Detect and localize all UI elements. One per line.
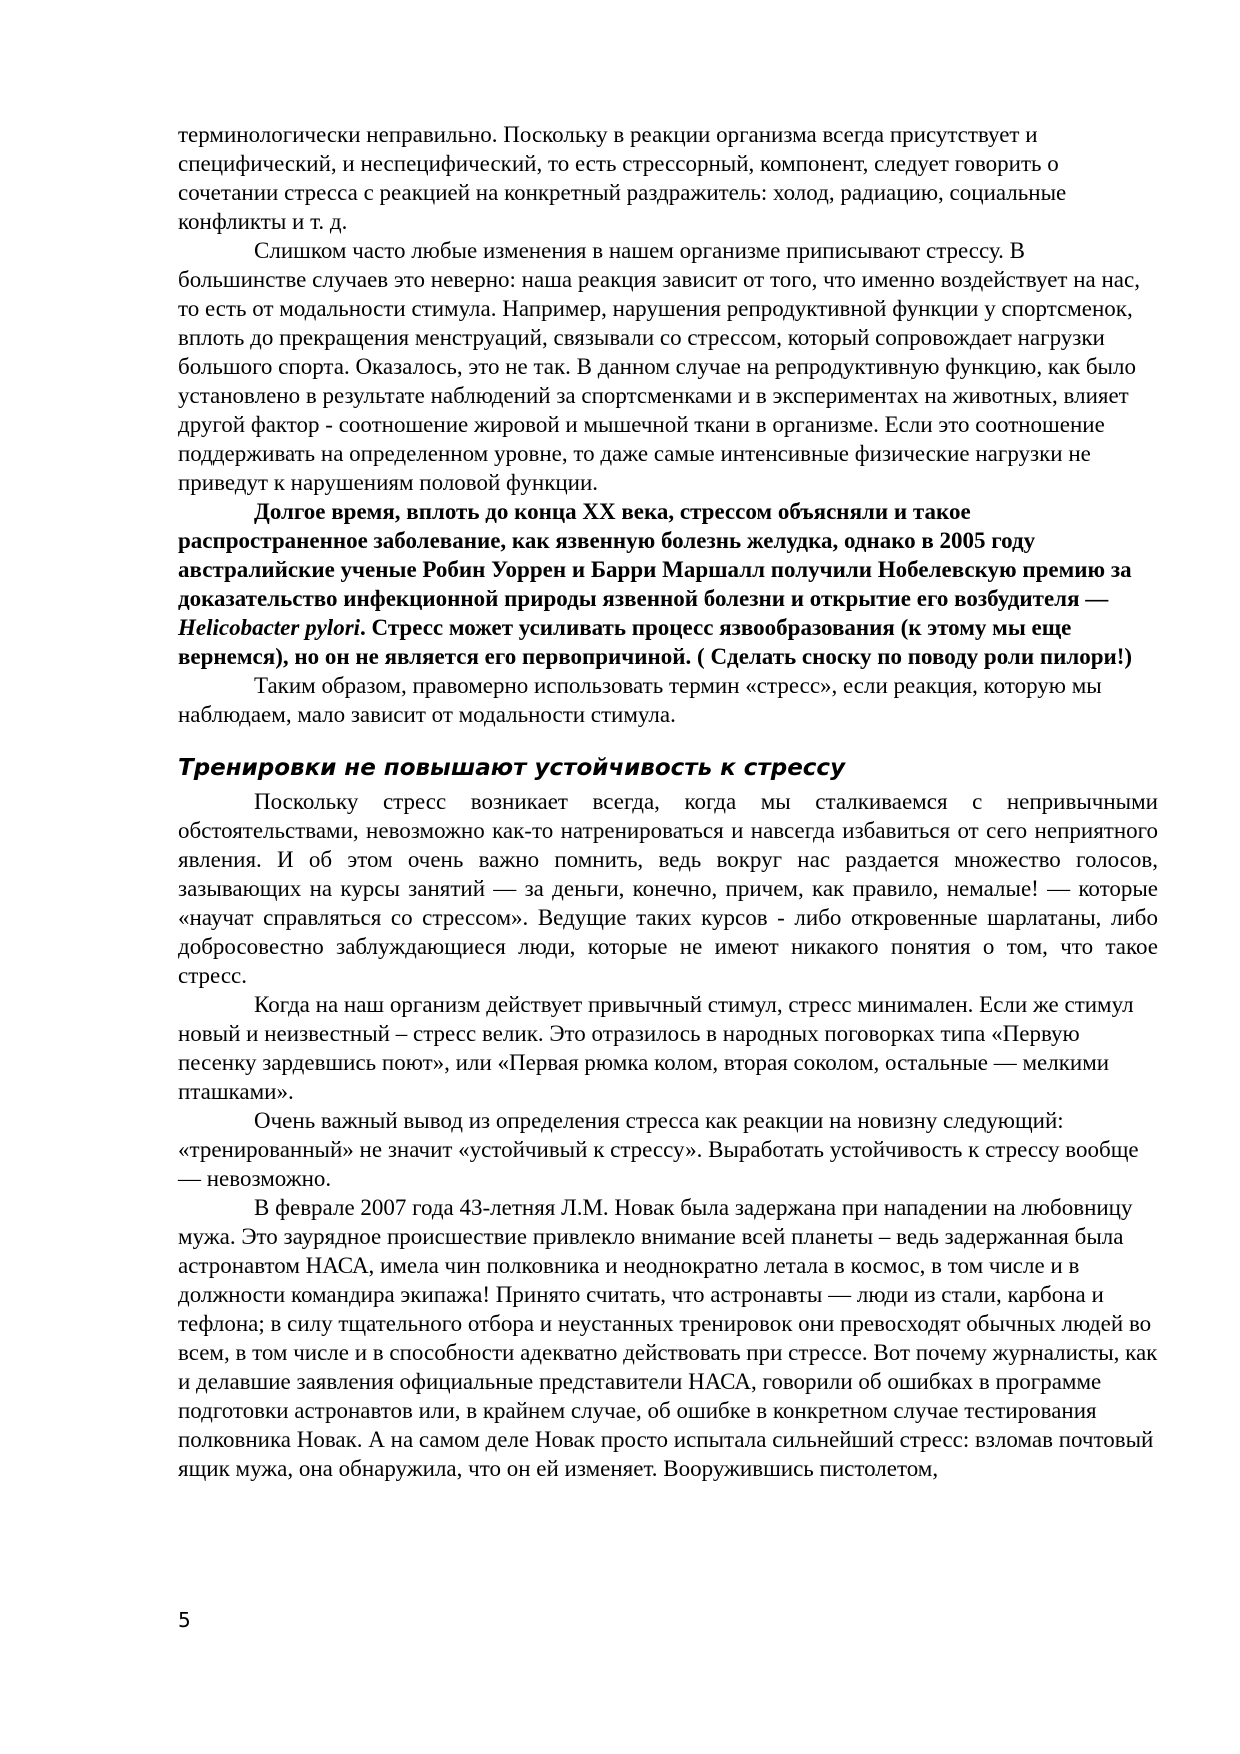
paragraph-2: Слишком часто любые изменения в нашем организме приписывают стрессу. В большинстве случаев это неверно: наша реакция зависит от того, что именно воздействует на нас, то есть от модальности стимула. Например, нарушения репродуктивной функции у спортсменок, вплоть до прекращения менструаций, связывали со стрессом, который сопровождает нагрузки большого спорта. Оказалось, это не так. В данном случае на репродуктивную функцию, как было установлено в результате наблюдений за спортсменками и в экспериментах на животных, влияет другой фактор - соотношение жировой и мышечной ткани в организме. Если это соотношение поддерживать на определенном уровне, то даже самые интенсивные физические нагрузки не приведут к нарушениям половой функции. <box>178 238 1140 495</box>
paragraph-3-part-2: . Стресс может усиливать процесс язвообразования (к этому мы еще вернемся), но он не является его первопричиной. ( Сделать сноску по поводу роли пилори!) <box>178 615 1133 669</box>
page-number: 5 <box>178 1608 191 1632</box>
paragraph-5: Поскольку стресс возникает всегда, когда мы сталкиваемся с непривычными обстоятельствами, невозможно как-то натренироваться и навсегда избавиться от сего неприятного явления. И об этом очень важно помнить, ведь вокруг нас раздается множество голосов, зазывающих на курсы занятий — за деньги, конечно, причем, как правило, немалые! — которые «научат справляться со стрессом». Ведущие таких курсов - либо откровенные шарлатаны, либо добросовестно заблуждающиеся люди, которые не имеют никакого понятия о том, что такое стресс. <box>178 789 1158 988</box>
section-heading: Тренировки не повышают устойчивость к стрессу <box>178 755 846 781</box>
paragraph-6: Когда на наш организм действует привычный стимул, стресс минимален. Если же стимул новый и неизвестный – стресс велик. Это отразилось в народных поговорках типа «Первую песенку зардевшись поют», или «Первая рюмка колом, вторая соколом, остальные — мелкими пташками». <box>178 992 1134 1104</box>
paragraph-7: Очень важный вывод из определения стресса как реакции на новизну следующий: «тренированный» не значит «устойчивый к стрессу». Выработать устойчивость к стрессу вообще — невозможно. <box>178 1108 1139 1191</box>
paragraph-3-bold <box>178 497 1158 671</box>
paragraph-4: Таким образом, правомерно использовать термин «стресс», если реакция, которую мы наблюдаем, мало зависит от модальности стимула. <box>178 673 1102 727</box>
body-text <box>178 120 1158 1483</box>
paragraph-1: терминологически неправильно. Поскольку в реакции организма всегда присутствует и специфический, и неспецифический, то есть стрессорный, компонент, следует говорить о сочетании стресса с реакцией на конкретный раздражитель: холод, радиацию, социальные конфликты и т. д. <box>178 122 1067 234</box>
paragraph-3-part-1: Долгое время, вплоть до конца XX века, стрессом объясняли и такое распространенное заболевание, как язвенную болезнь желудка, однако в 2005 году австралийские ученые Робин Уоррен и Барри Маршалл получили Нобелевскую премию за доказательство инфекционной природы язвенной болезни и открытие его возбудителя — <box>178 499 1132 611</box>
paragraph-8: В феврале 2007 года 43-летняя Л.М. Новак была задержана при нападении на любовницу мужа. Это заурядное происшествие привлекло внимание всей планеты – ведь задержанная была астронавтом НАСА, имела чин полковника и неоднократно летала в космос, в том числе и в должности командира экипажа! Принято считать, что астронавты — люди из стали, карбона и тефлона; в силу тщательного отбора и неустанных тренировок они превосходят обычных людей во всем, в том числе и в способности адекватно действовать при стрессе. Вот почему журналисты, как и делавшие заявления официальные представители НАСА, говорили об ошибках в программе подготовки астронавтов или, в крайнем случае, об ошибке в конкретном случае тестирования полковника Новак. А на самом деле Новак просто испытала сильнейший стресс: взломав почтовый ящик мужа, она обнаружила, что он ей изменяет. Вооружившись пистолетом, <box>178 1195 1158 1481</box>
helicobacter-pylori-italic: Helicobacter pylori <box>178 615 361 640</box>
